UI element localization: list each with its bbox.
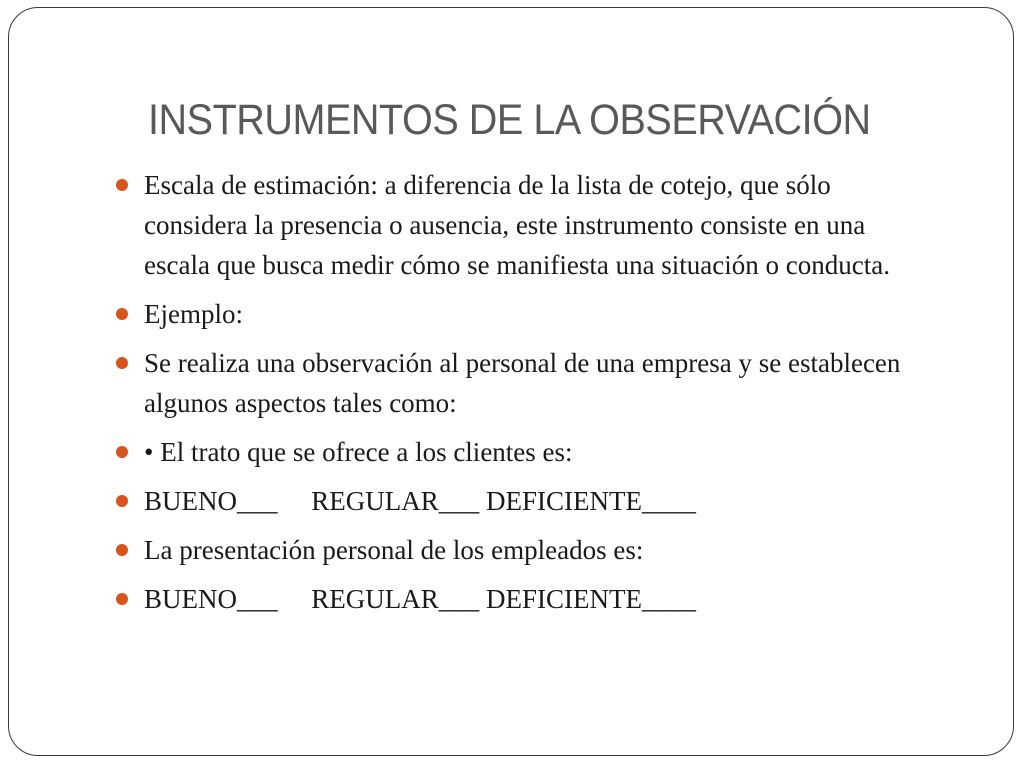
bullet-item-definition	[116, 165, 936, 285]
bullet-item-scenario	[116, 343, 936, 423]
rating-scale-text: BUENO___ REGULAR___ DEFICIENTE____	[144, 584, 696, 614]
bullet-dot-icon	[116, 446, 128, 458]
bullet-item-question-1	[116, 432, 936, 472]
bullet-dot-icon	[116, 357, 128, 369]
bullet-dot-icon	[116, 495, 128, 507]
bullet-dot-icon	[116, 308, 128, 320]
bullet-item-question-2	[116, 530, 936, 570]
bullet-dot-icon	[116, 593, 128, 605]
bullet-text: La presentación personal de los empleados es:	[144, 535, 644, 565]
rating-scale-text: BUENO___ REGULAR___ DEFICIENTE____	[144, 486, 696, 516]
bullet-text: Se realiza una observación al personal de una empresa y se establecen algunos aspectos tales como:	[144, 348, 908, 418]
bullet-dot-icon	[116, 179, 128, 191]
bullet-text: Ejemplo:	[144, 299, 243, 329]
bullet-text: • El trato que se ofrece a los clientes es:	[144, 437, 573, 467]
bullet-dot-icon	[116, 544, 128, 556]
bullet-item-scale-2	[116, 579, 936, 619]
slide-title: INSTRUMENTOS DE LA OBSERVACIÓN	[148, 96, 871, 144]
bullet-item-example	[116, 294, 936, 334]
bullet-list	[116, 165, 936, 628]
bullet-text: Escala de estimación: a diferencia de la lista de cotejo, que sólo considera la presencia o ausencia, este instrumento consiste en una escala que busca medir cómo se manifiesta una situación o conducta.	[144, 170, 890, 280]
bullet-item-scale-1	[116, 481, 936, 521]
